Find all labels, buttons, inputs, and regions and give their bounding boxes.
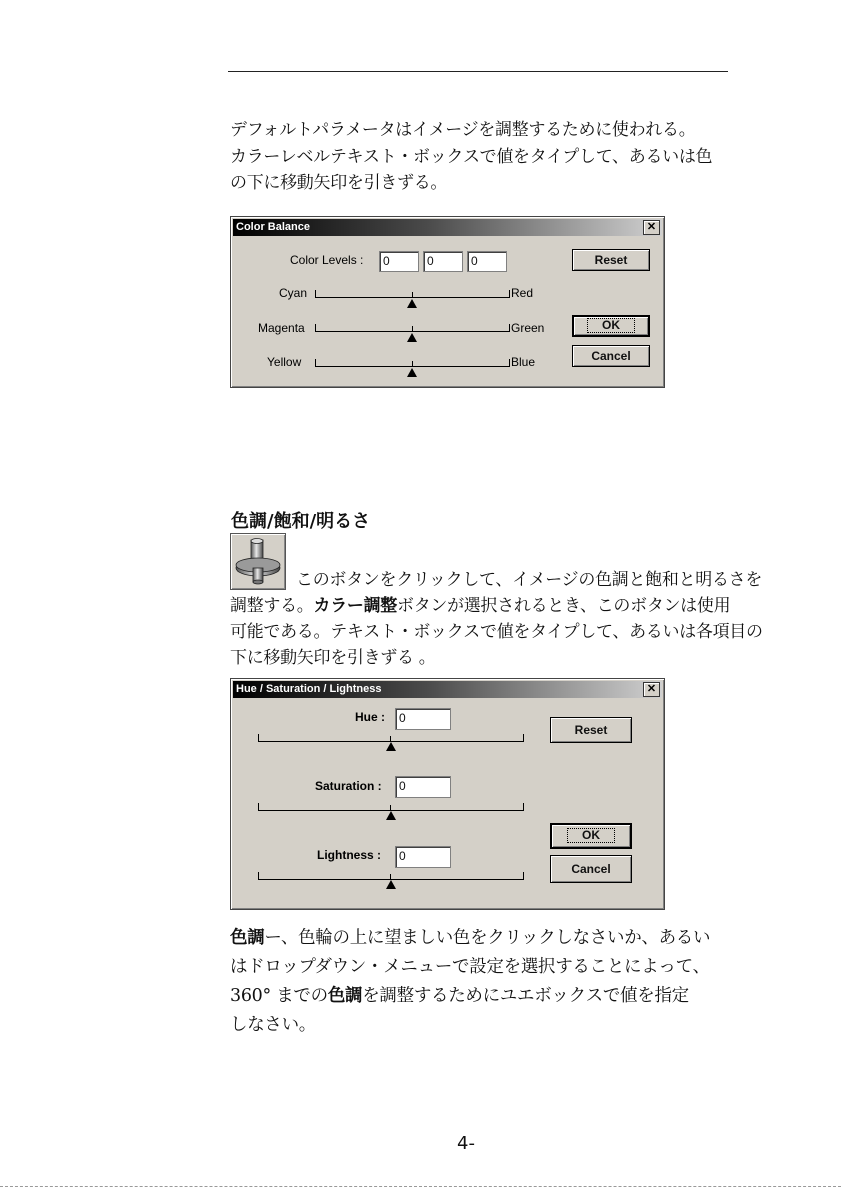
hue-saturation-button-icon (230, 533, 286, 590)
green-label: Green (511, 321, 545, 335)
ok-button-label: OK (587, 318, 635, 333)
color-adjust-term: カラー調整 (313, 596, 397, 616)
hue-term: 色調 (327, 986, 363, 1006)
hue-desc-line-1 (230, 924, 730, 953)
center-tick (412, 326, 413, 332)
page-number: 4- (457, 1133, 475, 1154)
lightness-slider-track[interactable] (258, 872, 524, 880)
intro-paragraph (230, 117, 730, 197)
cyan-label: Cyan (279, 286, 308, 300)
color-balance-titlebar (233, 219, 662, 236)
cyan-red-slider-thumb[interactable] (407, 299, 417, 308)
center-tick (412, 361, 413, 367)
color-levels-label: Color Levels : (290, 253, 364, 267)
blue-label: Blue (511, 355, 536, 369)
hue-desc-l1-rest: ー、色輪の上に望ましい色をクリックしなさいか、あるい (264, 928, 711, 948)
hue-label: Hue : (355, 710, 385, 724)
magenta-label: Magenta (258, 321, 305, 335)
lightness-label: Lightness : (317, 848, 382, 862)
red-label: Red (511, 286, 534, 300)
section-heading: 色調/飽和/明るさ (231, 511, 371, 532)
hue-term: 色調 (230, 928, 265, 948)
hsl-paragraph-line-4: 下に移動矢印を引きずる 。 (230, 648, 436, 668)
lightness-field[interactable]: 0 (395, 846, 451, 868)
cancel-button[interactable]: Cancel (572, 345, 650, 367)
hue-desc-line-3 (230, 982, 730, 1011)
hue-desc-line-2: はドロップダウン・メニューで設定を選択することによって、 (230, 957, 710, 977)
close-icon[interactable]: ✕ (643, 220, 660, 235)
saturation-label: Saturation : (315, 779, 382, 793)
yellow-label: Yellow (267, 355, 302, 369)
hue-slider-track[interactable] (258, 734, 524, 742)
hue-desc-l3-a: 360° までの (230, 986, 328, 1006)
hsl-paragraph-line-2 (230, 593, 730, 620)
saturation-field[interactable]: 0 (395, 776, 451, 798)
cancel-button[interactable]: Cancel (550, 855, 632, 883)
saturation-slider-thumb[interactable] (386, 811, 396, 820)
color-balance-title: Color Balance (236, 221, 310, 233)
color-level-field-1[interactable]: 0 (379, 251, 419, 272)
ok-button[interactable] (573, 316, 649, 336)
intro-line-3: の下に移動矢印を引きずる。 (230, 173, 448, 193)
intro-line-1: デフォルトパラメータはイメージを調整するために使われる。 (230, 120, 696, 140)
reset-button[interactable]: Reset (550, 717, 632, 743)
bottom-rule (0, 1186, 841, 1187)
hsl-line2-c: ボタンが選択されるとき、このボタンは使用 (397, 596, 731, 616)
hsl-title: Hue / Saturation / Lightness (236, 683, 382, 695)
hue-desc-l3-rest: を調整するためにユエボックスで値を指定 (362, 986, 689, 1006)
hsl-paragraph-line-3: 可能である。テキスト・ボックスで値をタイプして、あるいは各項目の (230, 622, 763, 642)
color-balance-dialog (230, 216, 665, 388)
top-rule (228, 71, 728, 72)
color-level-field-2[interactable]: 0 (423, 251, 463, 272)
close-icon[interactable]: ✕ (643, 682, 660, 697)
hsl-titlebar (233, 681, 662, 698)
center-tick (412, 292, 413, 298)
hsl-paragraph-line-1: このボタンをクリックして、イメージの色調と飽和と明るさを (296, 570, 763, 590)
magenta-green-slider-thumb[interactable] (407, 333, 417, 342)
ok-button-label: OK (567, 828, 615, 843)
saturation-slider-track[interactable] (258, 803, 524, 811)
hue-desc-line-4: しなさい。 (230, 1015, 316, 1035)
hsl-dialog (230, 678, 665, 910)
intro-line-2: カラーレベルテキスト・ボックスで値をタイプして、あるいは色 (230, 146, 713, 167)
hue-description (230, 924, 730, 1040)
yellow-blue-slider-thumb[interactable] (407, 368, 417, 377)
reset-button[interactable]: Reset (572, 249, 650, 271)
hsl-line2-a: 調整する。 (230, 596, 314, 616)
color-level-field-3[interactable]: 0 (467, 251, 507, 272)
hue-slider-thumb[interactable] (386, 742, 396, 751)
lightness-slider-thumb[interactable] (386, 880, 396, 889)
hue-field[interactable]: 0 (395, 708, 451, 730)
ok-button[interactable] (551, 824, 631, 848)
